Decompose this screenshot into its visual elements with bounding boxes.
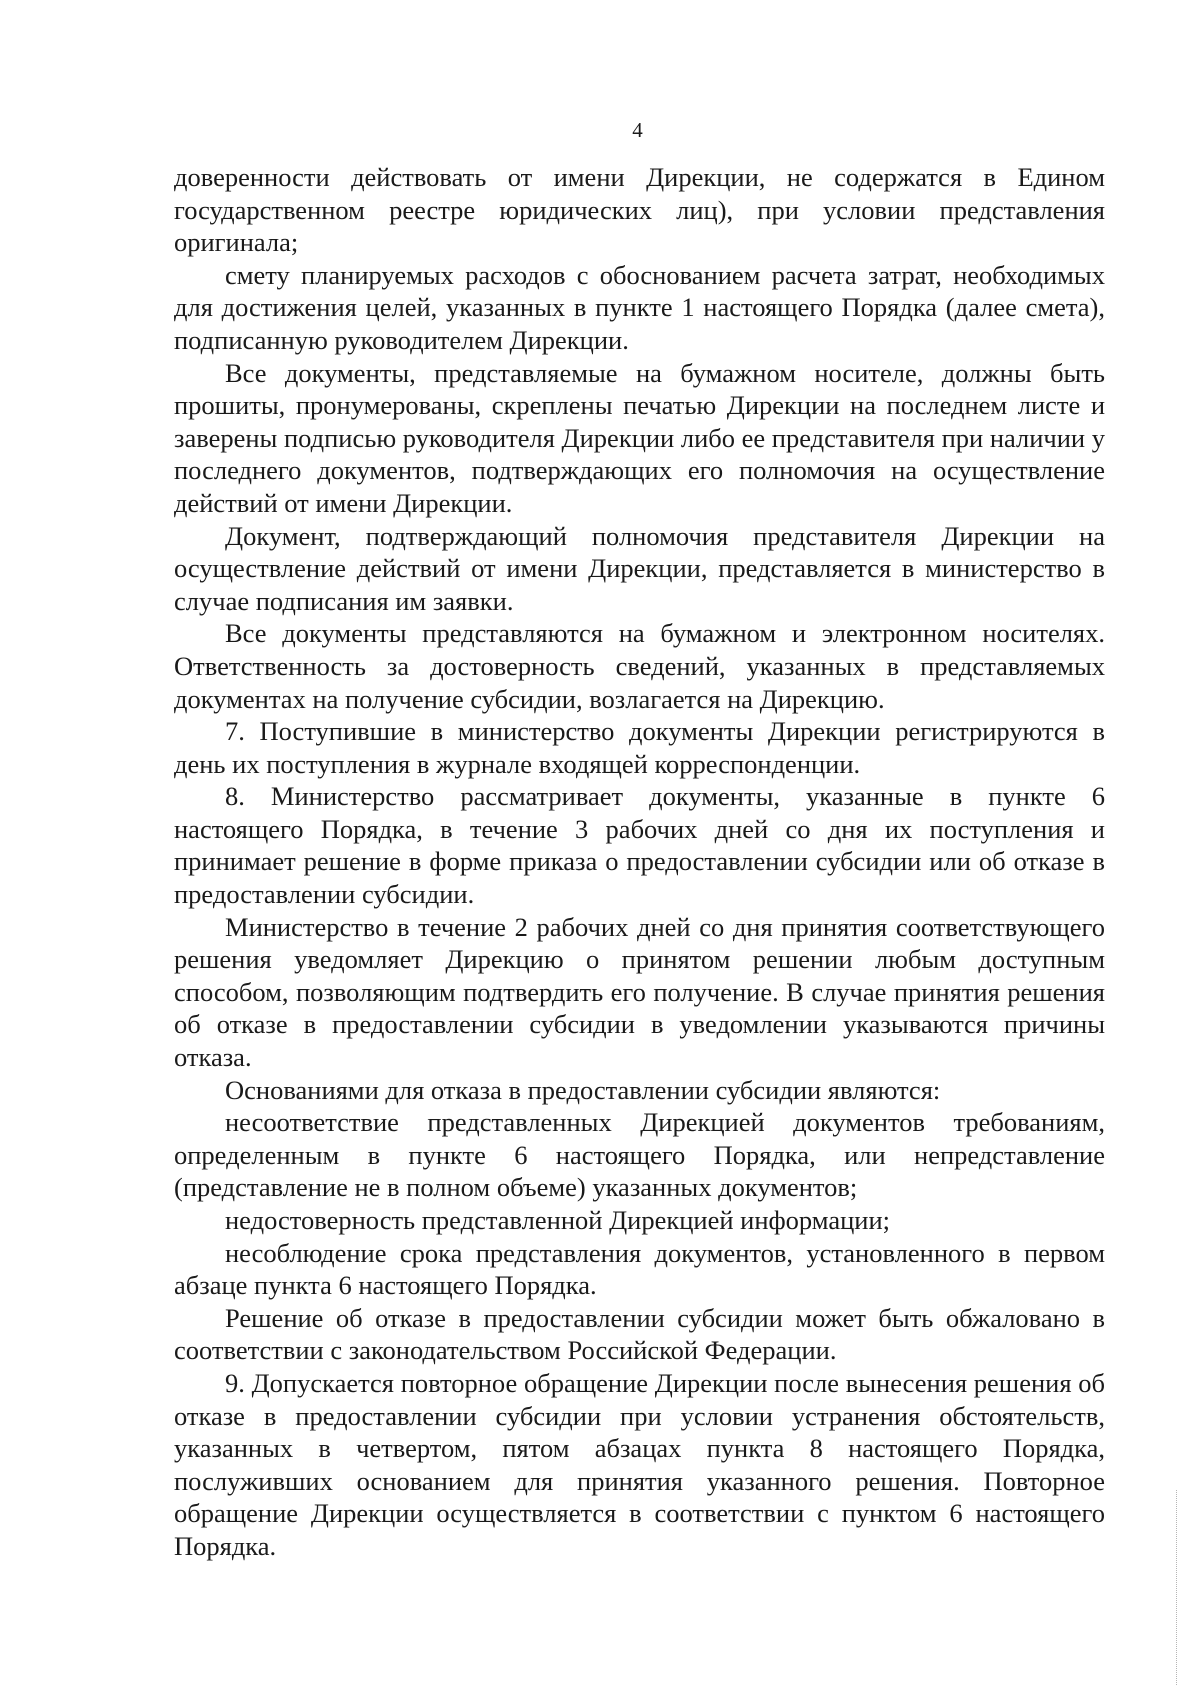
paragraph-paper-and-electronic: Все документы представляются на бумажном и электронном носителях. Ответственность за достоверность сведений, указанных в представляемых документах на получение субсидии, возлагается на Дирекцию. [174, 618, 1105, 714]
paragraph-representative-authority: Документ, подтверждающий полномочия представителя Дирекции на осуществление действий от имени Дирекции, представляется в министерство в случае подписания им заявки. [174, 520, 1105, 616]
paragraph-notification: Министерство в течение 2 рабочих дней со дня принятия соответствующего решения уведомляет Дирекцию о принятом решении любым доступным способом, позволяющим подтвердить его получение. В случае принятия решения об отказе в предоставлении субсидии в уведомлении указываются причины отказа. [174, 911, 1105, 1073]
paragraph-refusal-grounds-intro: Основаниями для отказа в предоставлении субсидии являются: [225, 1074, 941, 1105]
scan-edge-line [1176, 1490, 1177, 1685]
document-body [174, 161, 1105, 1563]
paragraph-refusal-ground-noncompliance: несоответствие представленных Дирекцией документов требованиям, определенным в пункте 6 настоящего Порядка, или непредставление (представление не в полном объеме) указанных документов; [174, 1107, 1105, 1203]
paragraph-item-9-reapplication: 9. Допускается повторное обращение Дирекции после вынесения решения об отказе в предоставлении субсидии при условии устранения обстоятельств, указанных в четвертом, пятом абзацах пункта 8 настоящего Порядка, послуживших основанием для принятия указанного решения. Повторное обращение Дирекции осуществляется в соответствии с пунктом 6 настоящего Порядка. [174, 1367, 1105, 1561]
paragraph-paper-documents-requirements: Все документы, представляемые на бумажном носителе, должны быть прошиты, пронумерованы, скреплены печатью Дирекции на последнем листе и заверены подписью руководителя Дирекции либо ее представителя при наличии у последнего документов, подтверждающих его полномочия на осуществление действий от имени Дирекции. [174, 357, 1105, 518]
paragraph-refusal-ground-deadline: несоблюдение срока представления документов, установленного в первом абзаце пункта 6 настоящего Порядка. [174, 1237, 1105, 1301]
paragraph-item-7-registration: 7. Поступившие в министерство документы Дирекции регистрируются в день их поступления в журнале входящей корреспонденции. [174, 716, 1105, 779]
paragraph-expense-estimate: смету планируемых расходов с обоснованием расчета затрат, необходимых для достижения целей, указанных в пункте 1 настоящего Порядка (далее смета), подписанную руководителем Дирекции. [174, 259, 1105, 355]
paragraph-item-8-review: 8. Министерство рассматривает документы, указанные в пункте 6 настоящего Порядка, в течение 3 рабочих дней со дня их поступления и принимает решение в форме приказа о предоставлении субсидии или об отказе в предоставлении субсидии. [174, 781, 1105, 910]
page-number: 4 [632, 118, 643, 142]
paragraph-power-of-attorney-continuation: доверенности действовать от имени Дирекции, не содержатся в Едином государственном реестре юридических лиц), при условии представления оригинала; [174, 162, 1105, 258]
paragraph-appeal: Решение об отказе в предоставлении субсидии может быть обжаловано в соответствии с законодательством Российской Федерации. [174, 1302, 1105, 1366]
paragraph-refusal-ground-inaccuracy: недостоверность представленной Дирекцией информации; [225, 1205, 891, 1235]
